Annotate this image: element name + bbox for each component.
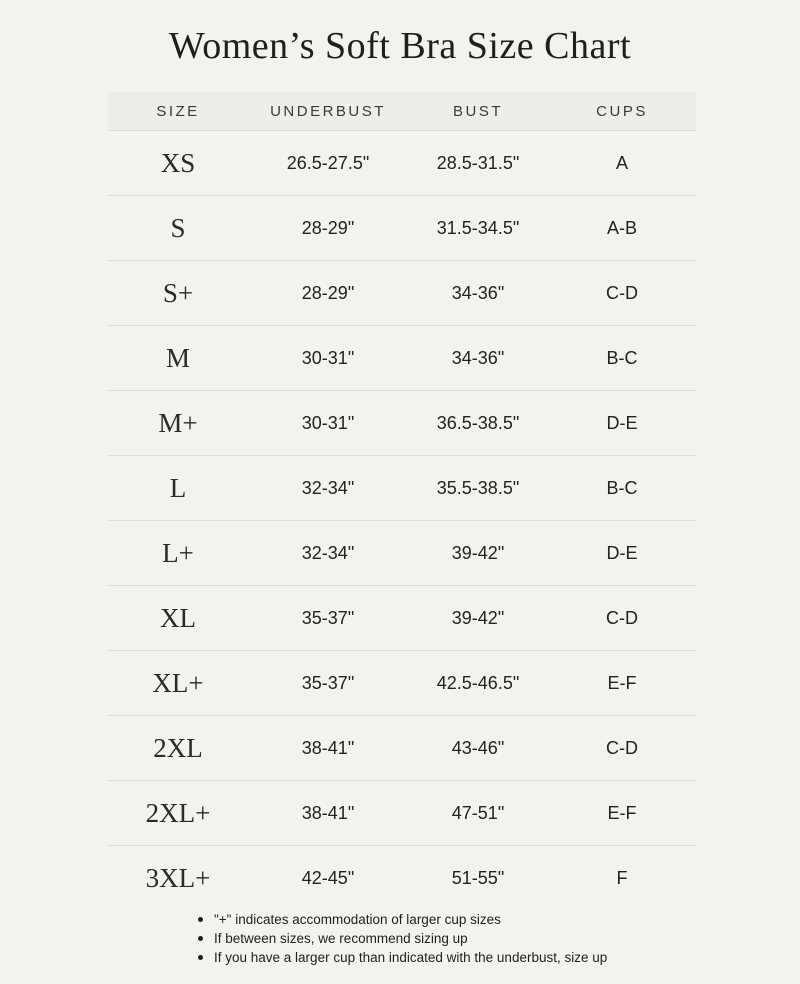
underbust-cell: 28-29" [301,282,355,303]
cups-cell: D-E [606,542,638,563]
table-row [108,521,696,586]
size-cell: M [165,342,190,373]
bust-cell: 36.5-38.5" [436,412,520,433]
table-body [108,131,696,911]
cups-cell: A [615,152,628,173]
note-item [196,910,607,929]
bust-cell: 34-36" [451,282,505,303]
size-cell: M+ [158,407,198,438]
bust-cell: 51-55" [451,868,505,888]
size-cell: S [170,212,186,243]
bust-cell: 35.5-38.5" [436,477,520,498]
note-text: "+" indicates accommodation of larger cup sizes [214,912,501,927]
header-underbust: UNDERBUST [270,102,386,120]
cups-cell: C-D [606,737,638,758]
table-row [108,131,696,196]
size-cell: XS [160,147,196,178]
cups-cell: B-C [606,477,638,498]
cups-cell: C-D [606,282,638,303]
note-item [196,929,607,948]
cups-cell: F [616,868,628,888]
table-row [108,326,696,391]
size-chart-table [108,92,696,911]
underbust-cell: 35-37" [301,607,355,628]
underbust-cell: 30-31" [301,347,355,368]
underbust-cell: 26.5-27.5" [286,152,370,173]
size-cell: S+ [162,277,194,308]
bust-cell: 39-42" [451,542,505,563]
size-cell: 2XL [153,732,203,763]
bullet-icon [198,936,203,941]
table-row [108,651,696,716]
bust-cell: 42.5-46.5" [436,672,520,693]
cups-cell: E-F [607,802,637,823]
underbust-cell: 28-29" [301,217,355,238]
note-text: If between sizes, we recommend sizing up [214,931,468,946]
size-cell: L+ [162,537,194,568]
table-row [108,196,696,261]
bullet-icon [198,917,203,922]
cups-cell: B-C [606,347,638,368]
header-cups: CUPS [596,102,648,120]
size-cell: 2XL+ [145,797,211,828]
cups-cell: E-F [607,672,637,693]
cups-cell: C-D [606,607,638,628]
table-header [108,92,696,131]
table-row [108,391,696,456]
underbust-cell: 38-41" [301,802,355,823]
underbust-cell: 32-34" [301,477,355,498]
notes-list [196,910,607,967]
bullet-icon [198,955,203,960]
bust-cell: 34-36" [451,347,505,368]
underbust-cell: 30-31" [301,412,355,433]
table-row [108,716,696,781]
size-cell: XL [160,602,196,633]
table-row [108,261,696,326]
bust-cell: 39-42" [451,607,505,628]
underbust-cell: 42-45" [301,868,355,888]
note-item [196,948,607,967]
bust-cell: 47-51" [451,802,505,823]
table-row [108,781,696,846]
underbust-cell: 35-37" [301,672,355,693]
table-row [108,846,696,911]
size-cell: L [169,472,187,503]
page-title: Women’s Soft Bra Size Chart [168,25,632,67]
header-size: SIZE [156,102,200,120]
size-cell: XL+ [152,667,204,698]
cups-cell: A-B [606,217,637,238]
bust-cell: 31.5-34.5" [436,217,520,238]
bust-cell: 28.5-31.5" [436,152,520,173]
header-bust: BUST [452,102,503,120]
table-row [108,456,696,521]
underbust-cell: 32-34" [301,542,355,563]
cups-cell: D-E [606,412,638,433]
size-cell: 3XL+ [145,863,211,893]
table-row [108,586,696,651]
bust-cell: 43-46" [451,737,505,758]
note-text: If you have a larger cup than indicated with the underbust, size up [214,950,608,965]
underbust-cell: 38-41" [301,737,355,758]
